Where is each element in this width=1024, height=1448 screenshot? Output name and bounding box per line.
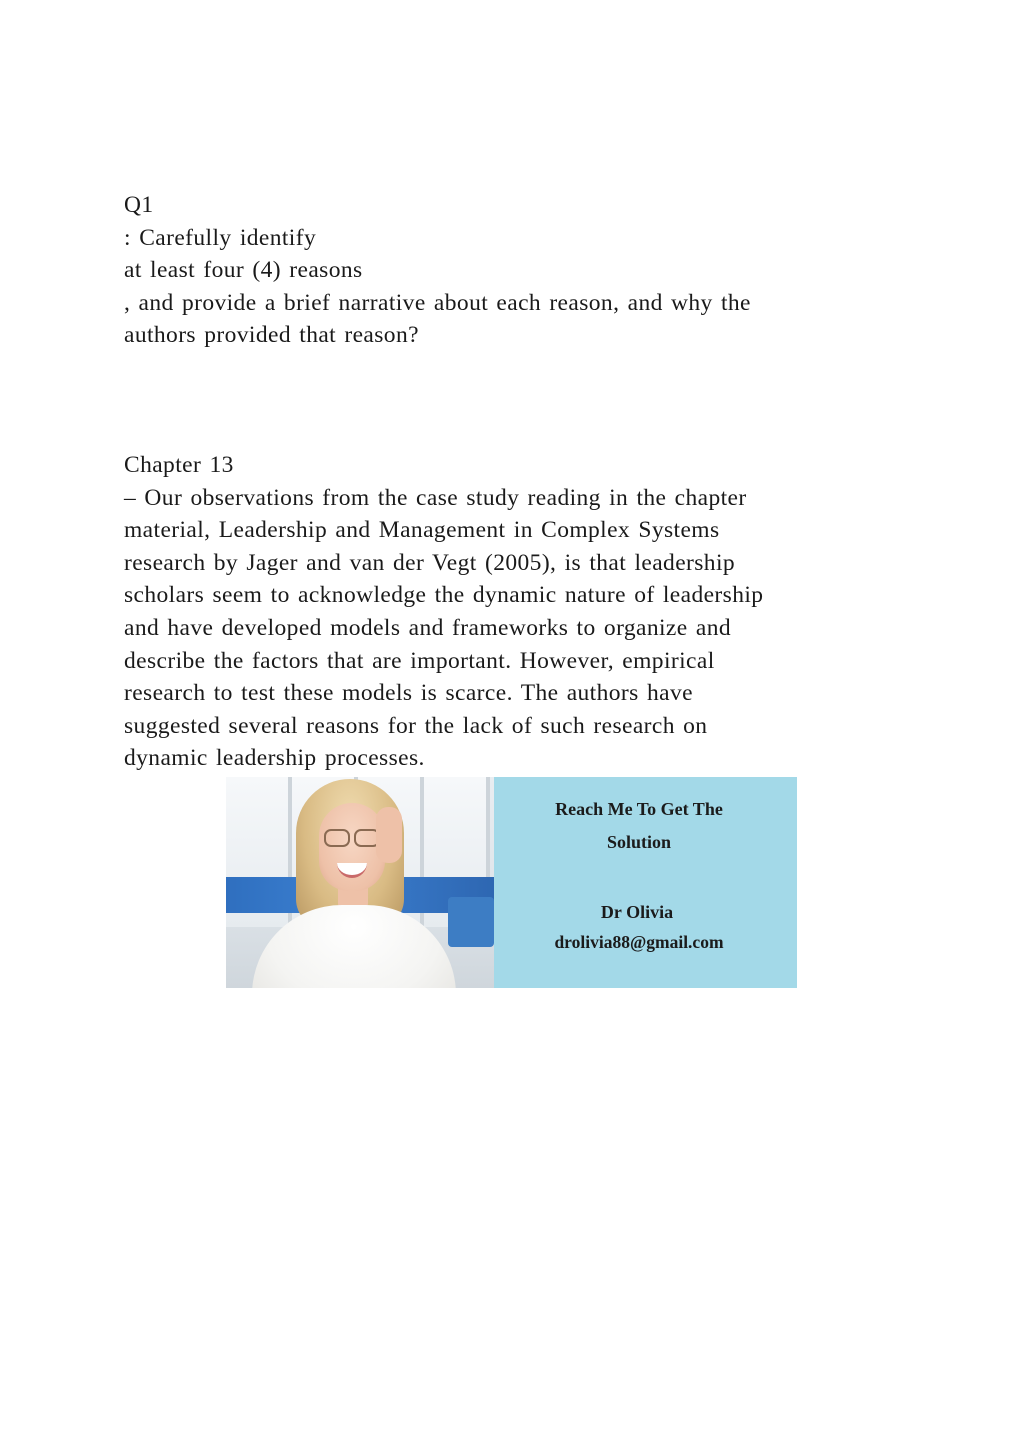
chapter-text-line: – Our observations from the case study reading in the chapter — [124, 484, 747, 511]
contact-banner — [226, 777, 797, 988]
portrait-hand — [376, 807, 402, 863]
glasses-icon — [324, 829, 380, 845]
chapter-text-line: dynamic leadership processes. — [124, 745, 425, 772]
chapter-text-line: and have developed models and frameworks to organize and — [124, 614, 731, 641]
contact-email: drolivia88@gmail.com — [554, 932, 724, 952]
question-text-line: : Carefully identify — [124, 224, 317, 251]
question-text-line: at least four (4) reasons — [124, 257, 363, 284]
question-block — [124, 189, 904, 352]
chapter-text-line: material, Leadership and Management in Complex Systems — [124, 517, 720, 544]
question-text-line: authors provided that reason? — [124, 322, 419, 349]
chapter-text-line: research by Jager and van der Vegt (2005), is that leadership — [124, 549, 736, 576]
chapter-text-line: describe the factors that are important. However, empirical — [124, 647, 715, 674]
banner-headline — [494, 793, 784, 859]
contact-info-panel — [494, 777, 797, 988]
question-text-line: , and provide a brief narrative about each reason, and why the — [124, 289, 751, 316]
chapter-text-line: suggested several reasons for the lack of such research on — [124, 712, 708, 739]
chapter-text-line: scholars seem to acknowledge the dynamic nature of leadership — [124, 582, 764, 609]
portrait-photo — [226, 777, 494, 988]
banner-headline-line: Solution — [606, 832, 672, 852]
background-object — [448, 897, 494, 947]
banner-headline-line: Reach Me To Get The — [555, 799, 723, 819]
chapter-heading: Chapter 13 — [124, 452, 234, 478]
chapter-text-line: research to test these models is scarce. The authors have — [124, 680, 693, 707]
contact-name: Dr Olivia — [600, 902, 674, 922]
chapter-block — [124, 449, 904, 775]
question-label: Q1 — [124, 192, 154, 218]
